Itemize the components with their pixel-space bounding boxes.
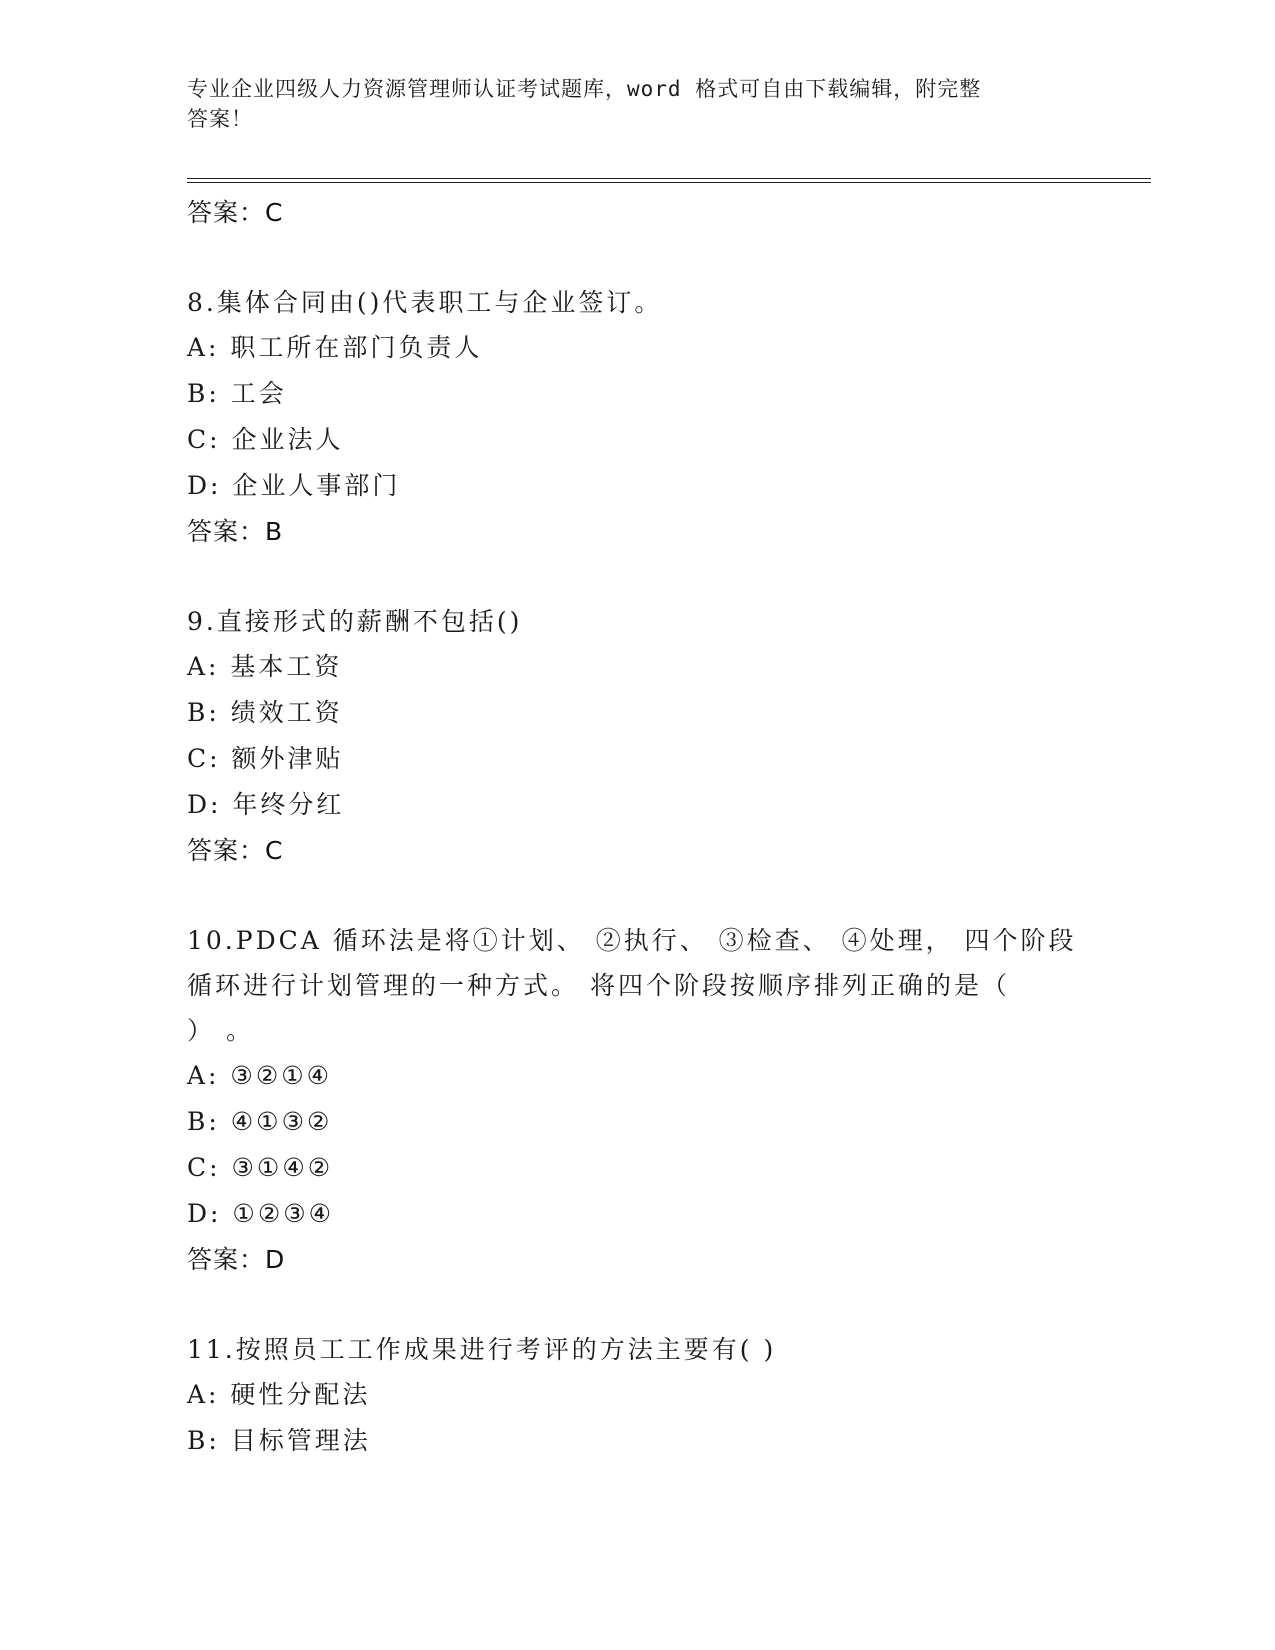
option-d: D: 年终分红 [187,790,345,819]
option-b: B: 绩效工资 [187,698,343,727]
option-b: B: 目标管理法 [187,1426,371,1455]
question-stem: 8.集体合同由()代表职工与企业签订。 [187,288,663,317]
option-d: D: ①②③④ [187,1199,335,1228]
option-a: A: 职工所在部门负责人 [187,333,483,362]
header-line-2: 答案！ [187,107,253,131]
answer-line: 答案：B [187,517,284,546]
option-d: D: 企业人事部门 [187,471,401,500]
option-a: A: ③②①④ [187,1061,333,1090]
question-stem: 9.直接形式的薪酬不包括() [187,607,523,636]
option-b: B: 工会 [187,379,287,408]
question-10 [187,918,1117,1283]
question-stem: 11.按照员工工作成果进行考评的方法主要有( ) [187,1335,777,1364]
question-stem-line-2: 循环进行计划管理的一种方式。 将四个阶段按顺序排列正确的是（ [187,971,1010,1000]
question-stem-line-3: ） 。 [187,1016,254,1045]
option-b: B: ④①③② [187,1107,333,1136]
option-c: C: ③①④② [187,1153,334,1182]
question-list [187,190,1117,1464]
option-a: A: 基本工资 [187,652,343,681]
answer-line: 答案：D [187,1245,286,1274]
header-line-1: 专业企业四级人力资源管理师认证考试题库，word 格式可自由下载编辑，附完整 [187,77,982,101]
question-stem-line-1: 10.PDCA 循环法是将①计划、 ②执行、 ③检查、 ④处理， 四个阶段 [187,926,1077,955]
answer-line: 答案：C [187,198,284,227]
answer-line: 答案：C [187,836,284,865]
option-c: C: 额外津贴 [187,744,344,773]
question-8 [187,280,1117,555]
question-11 [187,1327,1117,1464]
header-divider [187,178,1151,179]
document-header [187,74,1087,134]
header-divider [187,182,1151,183]
question-9 [187,599,1117,874]
option-a: A: 硬性分配法 [187,1380,371,1409]
option-c: C: 企业法人 [187,425,344,454]
